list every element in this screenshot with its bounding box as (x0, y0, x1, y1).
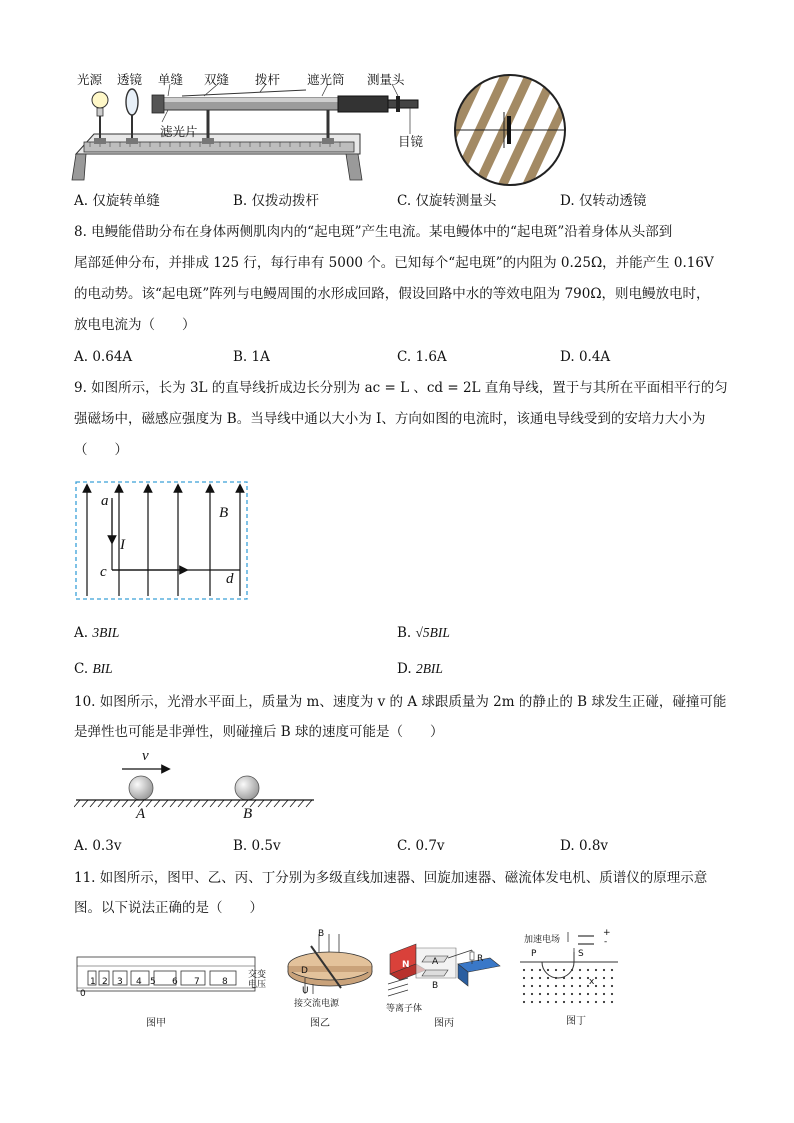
jia-side-label: 交变电压 (248, 970, 267, 990)
q7-option-c: C. 仅旋转测量头 (397, 193, 497, 209)
yi-caption: 图乙 (310, 1018, 330, 1029)
q10-option-d: D. 0.8v (560, 838, 609, 854)
yi-label-ac-source: 接交流电源 (294, 999, 340, 1009)
ding-label-p: P (531, 949, 537, 959)
figure-bing-mhd-generator (386, 938, 506, 1004)
yi-label-d: D (301, 966, 308, 976)
ding-label-x: x (589, 977, 595, 987)
q10-line-1: 10. 如图所示，光滑水平面上，质量为 m、速度为 v 的 A 球跟质量为 2m 的静止的 B 球发生正碰，碰撞可能 (74, 694, 727, 710)
q9-label-i: I (120, 537, 125, 553)
label-lever: 拨杆 (255, 72, 281, 87)
label-eyepiece: 目镜 (398, 134, 424, 149)
q9-option-a: A. 3BIL (74, 625, 120, 641)
jia-caption: 图甲 (146, 1018, 166, 1029)
label-measuring-head: 测量头 (367, 72, 405, 87)
jia-cell-7: 7 (194, 977, 200, 987)
q11-line-2: 图。以下说法正确的是（ ） (74, 900, 263, 916)
label-filter: 滤光片 (160, 124, 198, 139)
q8-line-3: 的电动势。该“起电斑”阵列与电鳗周围的水形成回路，假设回路中水的等效电阻为 790Ω，则电鳗放电时， (74, 286, 710, 302)
q9-line-2: 强磁场中，磁感应强度为 B。当导线中通以大小为 I、方向如图的电流时，该通电导线受到的安培力大小为 (74, 411, 706, 427)
q9-label-d: d (226, 571, 234, 587)
ding-label-s: S (578, 949, 584, 959)
label-light-source: 光源 (77, 72, 103, 87)
q10-line-2: 是弹性也可能是非弹性，则碰撞后 B 球的速度可能是（ ） (74, 724, 444, 740)
yi-label-b: B (318, 929, 325, 939)
label-tube: 遮光筒 (307, 72, 345, 87)
q9-label-c: c (100, 564, 107, 580)
jia-cell-8: 8 (222, 977, 228, 987)
ding-caption: 图丁 (566, 1016, 586, 1027)
jia-cell-6: 6 (172, 977, 178, 987)
q10-option-b: B. 0.5v (233, 838, 281, 854)
ding-label-field: 加速电场 (524, 935, 561, 945)
label-single-slit: 单缝 (158, 72, 184, 87)
q11-line-1: 11. 如图所示，图甲、乙、丙、丁分别为多级直线加速器、回旋加速器、磁流体发电机、质谱仪的原理示意 (74, 870, 708, 886)
ding-label-minus: - (604, 937, 608, 947)
bing-caption: 图丙 (434, 1018, 454, 1029)
q7-option-d: D. 仅转动透镜 (560, 193, 647, 209)
q8-option-d: D. 0.4A (560, 349, 611, 365)
q8-line-2: 尾部延伸分布，并排成 125 行，每行串有 5000 个。已知每个“起电斑”的内阻为 0.25Ω，并能产生 0.16V (74, 255, 714, 271)
fringe-view-circle (452, 72, 568, 188)
q9-option-d: D. 2BIL (397, 661, 443, 677)
q7-option-a: A. 仅旋转单缝 (74, 193, 160, 209)
q8-option-c: C. 1.6A (397, 349, 447, 365)
q10-label-b: B (243, 806, 253, 822)
bing-label-s: S (480, 970, 487, 980)
bing-label-a: A (432, 957, 439, 967)
q10-label-a: A (136, 806, 146, 822)
jia-cell-1: 1 (90, 977, 96, 987)
q9-line-1: 9. 如图所示，长为 3L 的直导线折成边长分别为 ac = L 、cd = 2L 直角导线，置于与其所在平面相平行的匀 (74, 380, 728, 396)
bing-label-plasma: 等离子体 (386, 1004, 423, 1014)
q9-line-3: （ ） (74, 442, 128, 458)
jia-cell-2: 2 (102, 977, 108, 987)
yi-label-u: U (302, 986, 309, 996)
figure-jia-linear-accelerator (76, 952, 270, 998)
q7-option-b: B. 仅拨动拨杆 (233, 193, 320, 209)
figure-yi-cyclotron (285, 928, 375, 1000)
bing-label-r: R (477, 954, 484, 964)
q9-label-a: a (101, 493, 109, 509)
q10-collision-figure (74, 752, 318, 824)
q8-option-b: B. 1A (233, 349, 270, 365)
q8-option-a: A. 0.64A (74, 349, 133, 365)
q9-option-b: B. √5BIL (397, 625, 450, 641)
label-lens: 透镜 (117, 72, 143, 87)
ding-label-plus: + (603, 928, 611, 938)
q9-label-b: B (219, 505, 229, 521)
jia-cell-4: 4 (136, 977, 142, 987)
q9-option-c: C. BIL (74, 661, 113, 677)
q8-line-1: 8. 电鳗能借助分布在身体两侧肌肉内的“起电斑”产生电流。某电鳗体中的“起电斑”沿着身体从头部到 (74, 224, 673, 240)
label-double-slit: 双缝 (204, 72, 230, 87)
q8-line-4: 放电电流为（ ） (74, 317, 196, 333)
bing-label-b: B (432, 981, 439, 991)
jia-cell-3: 3 (117, 977, 123, 987)
q10-option-c: C. 0.7v (397, 838, 445, 854)
q10-option-a: A. 0.3v (74, 838, 122, 854)
q10-label-v: v (142, 748, 149, 764)
bing-label-n: N (402, 960, 410, 970)
jia-cell-5: 5 (150, 977, 156, 987)
jia-zero: 0 (80, 989, 86, 999)
